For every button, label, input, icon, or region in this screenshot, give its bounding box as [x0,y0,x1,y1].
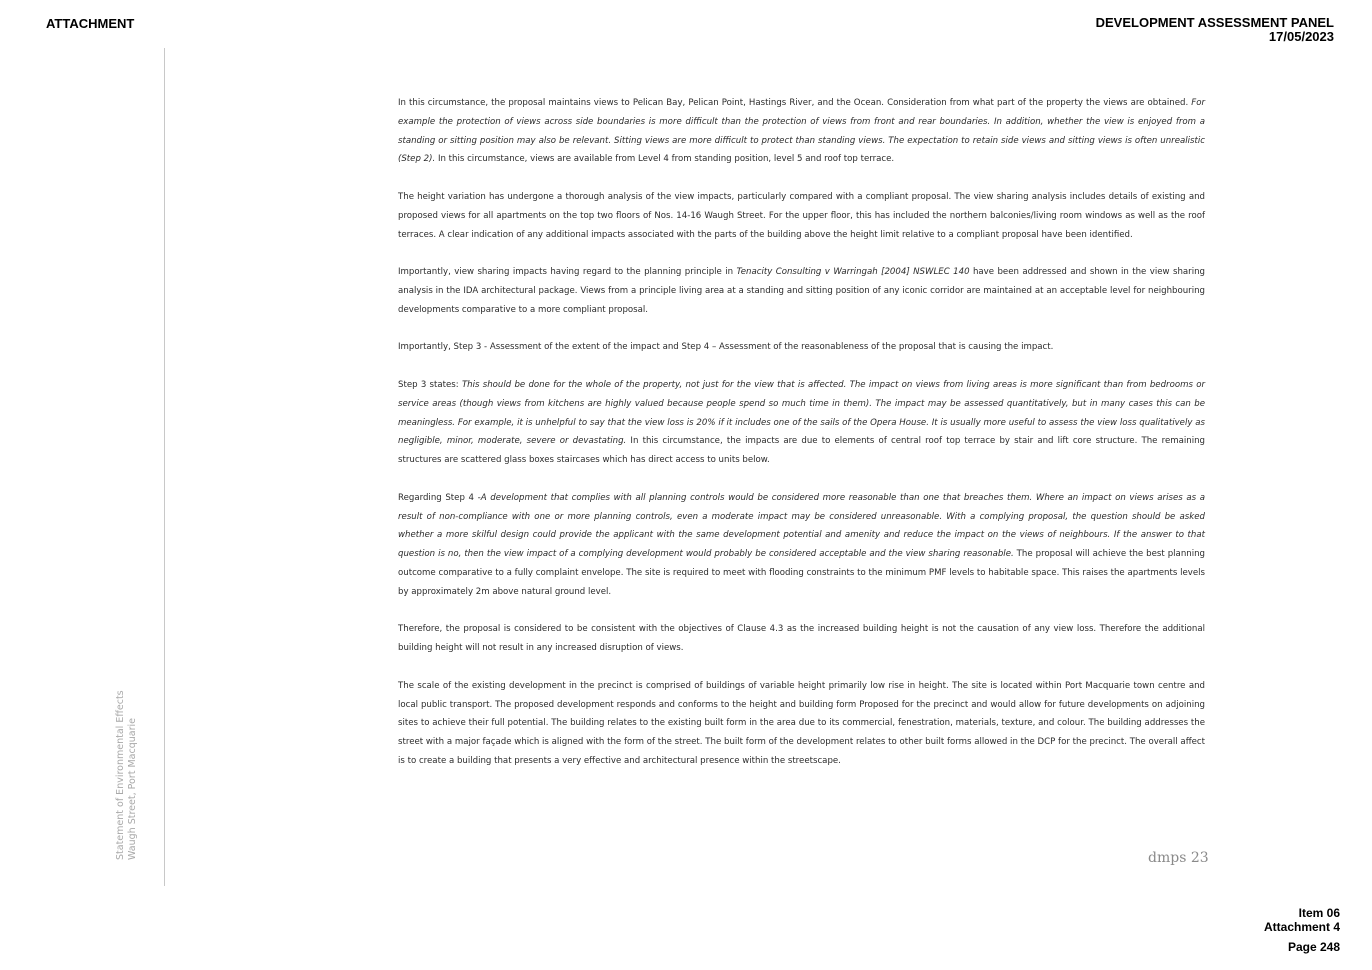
footer-item: Item 06 [1298,906,1340,920]
paragraph-run: Importantly, view sharing impacts having regard to the planning principle in [398,267,737,278]
paragraph-run: The scale of the existing development in the precinct is comprised of buildings of variable height primarily low rise in height. The site is located within Port Macquarie town centre and local public transport. The proposed development responds and conforms to the height and building form Proposed for the precinct and would allow for future developments on adjoining sites to achieve their full potential. The building relates to the existing built form in the area due to its commercial, fenestration, materials, texture, and colour. The building addresses the street with a major façade which is aligned with the form of the street. The built form of the development relates to other built forms allowed in the DCP for the precinct. The overall affect is to create a building that presents a very effective and architectural presence within the streetscape. [398,680,1205,766]
paragraph [398,376,1205,470]
paragraph-run: In this circumstance, the impacts are due to elements of central roof top terrace by stair and lift core structure. The remaining structures are scattered glass boxes staircases which has direct access to units below. [398,436,1205,466]
paragraph [398,677,1205,771]
paragraph [398,338,1205,357]
paragraph-run: In this circumstance, views are available from Level 4 from standing position, level 5 and roof top terrace. [435,154,895,165]
body-text [398,94,1205,789]
header-panel-block [1096,16,1334,44]
paragraph-run: The proposal will achieve the best planning outcome comparative to a fully complaint envelope. The site is required to meet with flooding constraints to the minimum PMF levels to habitable space. This raises the apartments levels by approximately 2m above natural ground level. [398,549,1205,597]
side-caption-line-1: Statement of Environmental Effects [115,690,126,860]
paragraph [398,489,1205,602]
vertical-divider [164,48,165,886]
paragraph-run: Step 3 states: [398,379,462,390]
side-caption [115,690,139,860]
paragraph-run: Regarding Step 4 - [398,492,481,503]
paragraph [398,94,1205,169]
brand-page-number: 23 [1190,850,1209,866]
paragraph-italic-run: For example the protection of views across side boundaries is more difficult than the protection of views from front and rear boundaries. In addition, whether the view is enjoyed from a standing or sitting position may also be relevant. Sitting views are more difficult to protect than standing views. The expectation to retain side views and sitting views is often unrealistic (Step 2). [398,98,1205,165]
paragraph-run: Therefore, the proposal is considered to be consistent with the objectives of Clause 4.3 as the increased building height is not the causation of any view loss. Therefore the additional building height will not result in any increased disruption of views. [398,624,1205,654]
paragraph-run: In this circumstance, the proposal maintains views to Pelican Bay, Pelican Point, Hastings River, and the Ocean. Consideration from what part of the property the views are obtained. [398,98,1192,108]
header-attachment-label: ATTACHMENT [46,16,135,31]
brand-mark [1148,850,1209,866]
paragraph-run: have been addressed and shown in the view sharing analysis in the IDA architectural package. Views from a principle living area at a standing and sitting position of any iconic corridor are maintained at an acceptable level for neighbouring developments comparative to a more compliant proposal. [398,267,1205,315]
paragraph [398,263,1205,319]
paragraph-italic-run: A development that complies with all planning controls would be considered more reasonable than one that breaches them. Where an impact on views arises as a result of non-compliance with one or more planning controls, even a moderate impact may be considered unreasonable. With a complying proposal, the question should be asked whether a more skilful design could provide the applicant with the same development potential and amenity and reduce the impact on the views of neighbours. If the answer to that question is no, then the view impact of a complying development would probably be considered acceptable and the view sharing reasonable. [398,492,1205,560]
footer-attachment: Attachment 4 [1263,919,1340,934]
header-panel-title: DEVELOPMENT ASSESSMENT PANEL [1095,15,1334,30]
paragraph [398,620,1205,658]
paragraph-italic-run: Tenacity Consulting v Warringah [2004] NSWLEC 140 [736,267,970,278]
paragraph-run: Importantly, Step 3 - Assessment of the extent of the impact and Step 4 – Assessment of the reasonableness of the proposal that is causing the impact. [398,342,1054,353]
footer-block [1264,907,1340,955]
header-date: 17/05/2023 [1268,29,1334,44]
paragraph [398,188,1205,244]
footer-page-number: Page 248 [1287,940,1340,954]
brand-name: dmps [1148,850,1187,866]
paragraph-italic-run: This should be done for the whole of the property, not just for the view that is affected. The impact on views from living areas is more significant than from bedrooms or service areas (though views from kitchens are highly valued because people spend so much time in them). The impact may be assessed quantitatively, but in many cases this can be meaningless. For example, it is unhelpful to say that the view loss is 20% if it includes one of the sails of the Opera House. It is usually more useful to assess the view loss qualitatively as negligible, minor, moderate, severe or devastating. [398,379,1205,447]
side-caption-line-2: Waugh Street, Port Macquarie [127,718,138,860]
paragraph-run: The height variation has undergone a thorough analysis of the view impacts, particularly compared with a compliant proposal. The view sharing analysis includes details of existing and proposed views for all apartments on the top two floors of Nos. 14-16 Waugh Street. For the upper floor, this has included the northern balconies/living room windows as well as the roof terraces. A clear indication of any additional impacts associated with the parts of the building above the height limit relative to a compliant proposal have been identified. [398,191,1205,240]
